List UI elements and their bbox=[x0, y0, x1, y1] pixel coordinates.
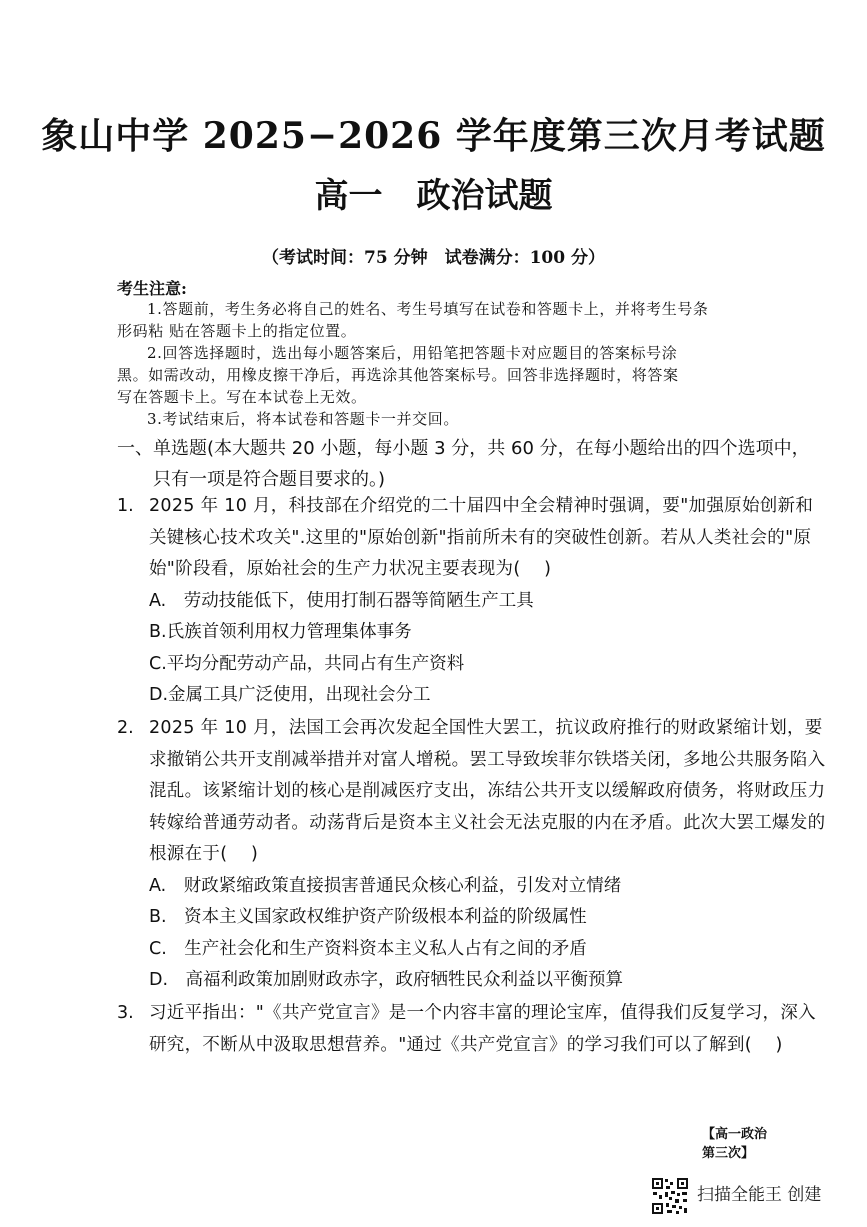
question-stem: 习近平指出："《共产党宣言》是一个内容丰富的理论宝库，值得我们反复学习，深入研究，不断从中汲取思想营养。"通过《共产党宣言》的学习我们可以了解到( ) bbox=[149, 1003, 816, 1055]
question-3 bbox=[117, 998, 827, 1061]
option-a: A. 劳动技能低下，使用打制石器等简陋生产工具 bbox=[149, 590, 534, 611]
notice-item-1: 1.答题前，考生务必将自己的姓名、考生号填写在试卷和答题卡上，并将考生号条 bbox=[147, 300, 709, 318]
option-b: B. 资本主义国家政权维护资产阶级根本利益的阶级属性 bbox=[149, 907, 587, 927]
exam-info: （考试时间：75 分钟 试卷满分：100 分） bbox=[262, 248, 605, 268]
notice-item-2: 2.回答选择题时，选出每小题答案后，用铅笔把答题卡对应题目的答案标号涂 bbox=[147, 344, 678, 362]
question-stem: 2025 年 10 月，法国工会再次发起全国性大罢工，抗议政府推行的财政紧缩计划，要求撤销公共开支削减举措并对富人增税。罢工导致埃菲尔铁塔关闭，多地公共服务陷入混乱。该紧缩计划的核心是削减医疗支出，冻结公共开支以缓解政府债务，将财政压力转嫁给普通劳动者。动荡背后是资本主义社会无法克服的内在矛盾。此次大罢工爆发的根源在于( ) bbox=[149, 718, 826, 864]
section-line-1: 一、单选题(本大题共 20 小题，每小题 3 分，共 60 分，在每小题给出的四个选项中， bbox=[117, 438, 810, 459]
option-d: D.金属工具广泛使用，出现社会分工 bbox=[149, 685, 431, 705]
option-c: C.平均分配劳动产品，共同占有生产资料 bbox=[149, 653, 465, 674]
notice-heading: 考生注意: bbox=[117, 279, 187, 298]
scanner-watermark: 扫描全能王 创建 bbox=[697, 1185, 822, 1205]
question-number: 2. bbox=[117, 718, 134, 738]
section-heading bbox=[117, 433, 822, 495]
exam-subtitle: 高一 政治试题 bbox=[314, 176, 553, 216]
section-line-2: 只有一项是符合题目要求的。) bbox=[153, 469, 386, 490]
option-a: A. 财政紧缩政策直接损害普通民众核心利益，引发对立情绪 bbox=[149, 875, 622, 896]
qr-code-icon bbox=[651, 1177, 689, 1215]
exam-title: 象山中学 2025−2026 学年度第三次月考试题 bbox=[41, 115, 826, 157]
question-number: 3. bbox=[117, 1003, 134, 1023]
question-stem: 2025 年 10 月，科技部在介绍党的二十届四中全会精神时强调，要"加强原始创新和关键核心技术攻关".这里的"原始创新"指前所未有的突破性创新。若从人类社会的"原始"阶段看，原始社会的生产力状况主要表现为( ) bbox=[149, 496, 814, 579]
notice-block bbox=[117, 298, 822, 430]
page-footer-tag bbox=[702, 1123, 867, 1161]
option-c: C. 生产社会化和生产资料资本主义私人占有之间的矛盾 bbox=[149, 938, 587, 959]
notice-item-1-cont: 形码粘 贴在答题卡上的指定位置。 bbox=[117, 322, 357, 340]
footer-tag-left: 【高一政治 bbox=[702, 1127, 768, 1142]
option-d: D. 高福利政策加剧财政赤字，政府牺牲民众利益以平衡预算 bbox=[149, 970, 624, 990]
notice-item-3: 3.考试结束后，将本试卷和答题卡一并交回。 bbox=[147, 410, 459, 428]
question-number: 1. bbox=[117, 496, 134, 516]
notice-item-2-cont: 黑。如需改动，用橡皮擦干净后，再选涂其他答案标号。回答非选择题时，将答案 bbox=[117, 366, 679, 384]
footer-tag-right: 第三次】 bbox=[702, 1146, 755, 1161]
notice-item-2-cont2: 写在答题卡上。写在本试卷上无效。 bbox=[117, 388, 367, 406]
question-2 bbox=[117, 713, 827, 997]
question-1 bbox=[117, 491, 827, 712]
option-b: B.氏族首领利用权力管理集体事务 bbox=[149, 622, 412, 642]
